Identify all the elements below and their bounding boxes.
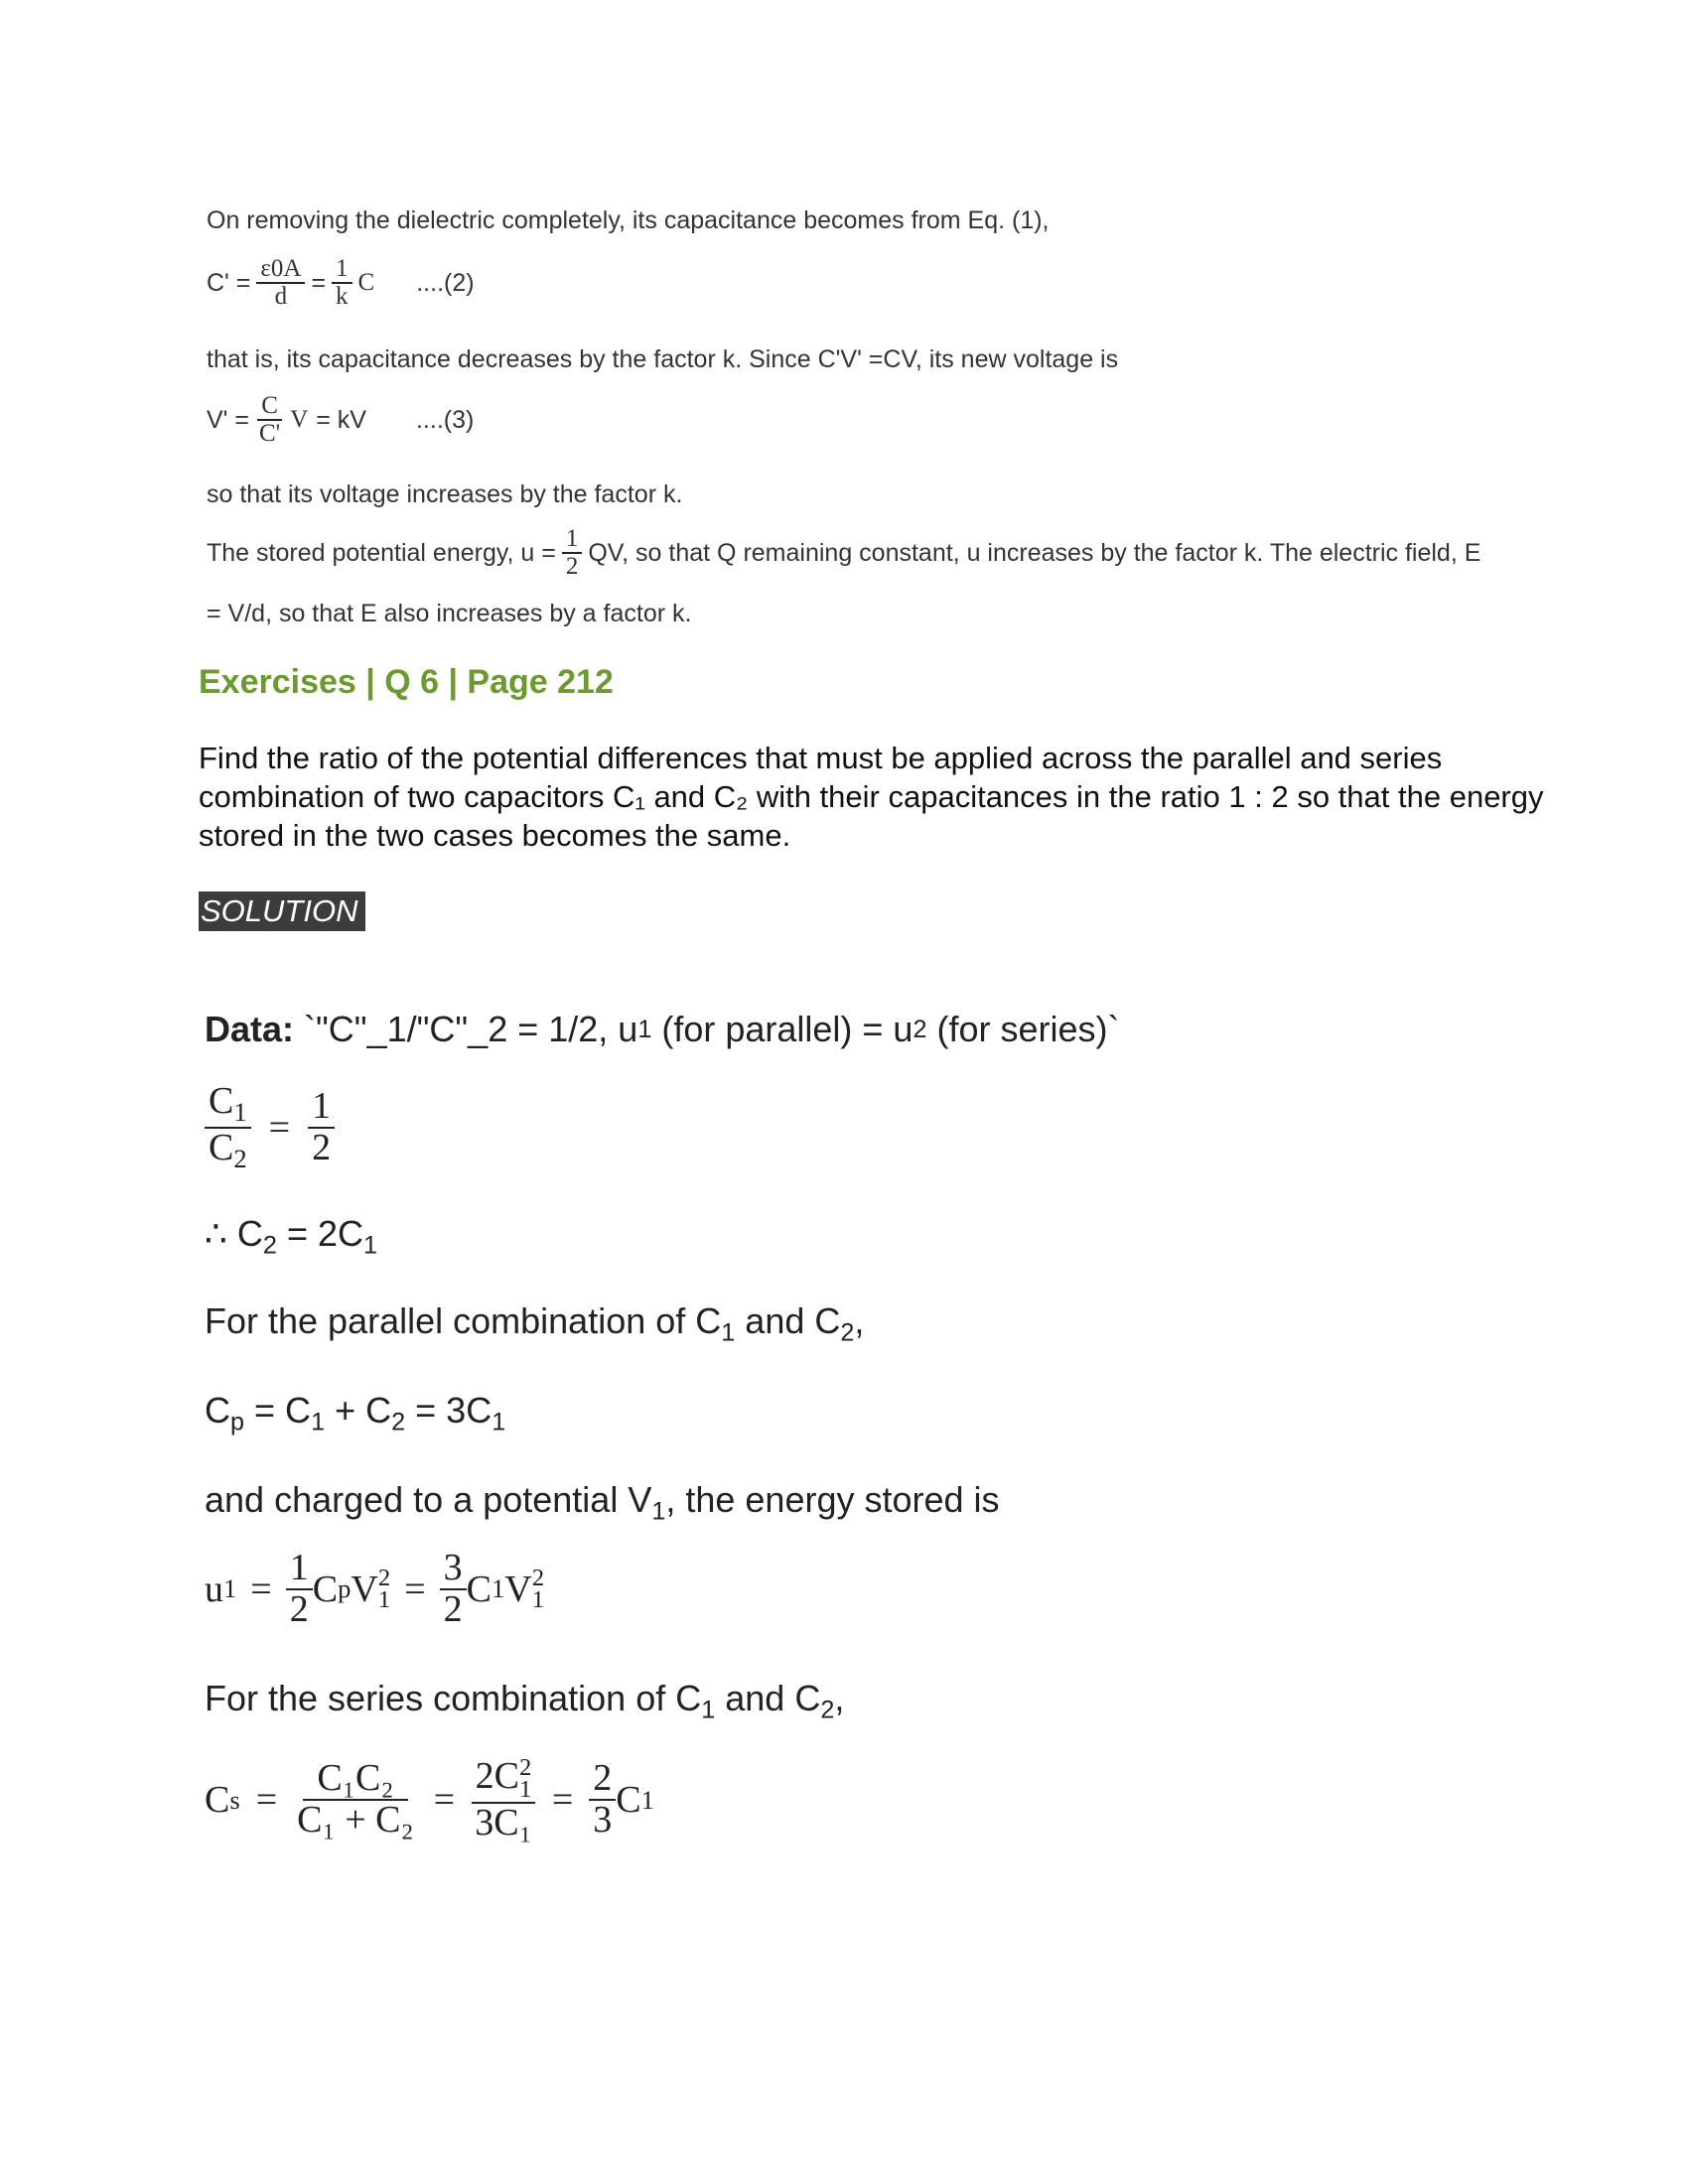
energy-den: 2 <box>565 553 579 581</box>
cs-eq3: = <box>551 1779 574 1822</box>
cs-f3-den: 3 <box>593 1799 613 1842</box>
series-end: , <box>834 1678 845 1718</box>
data-mid: (for parallel) = u <box>661 1009 914 1049</box>
cs-f2-sub: 1 <box>519 1776 532 1804</box>
u1-fraction-1 <box>286 1549 313 1630</box>
charged-line <box>205 1479 1000 1527</box>
u1-eq: = <box>250 1568 272 1610</box>
charged-post: , the energy stored is <box>665 1479 1000 1520</box>
ratio-value-num: 1 <box>308 1087 335 1129</box>
question-text: Find the ratio of the potential differences that must be applied across the parallel and series combination of two capacitors C₁ and C₂ with their capacitances in the ratio 1 : 2 so that the energy stored in the two cases becomes the same. <box>199 741 1544 853</box>
cs-f2-sup: 2 <box>519 1754 532 1782</box>
cs-eq: = <box>255 1779 278 1822</box>
cp-t2: + C <box>335 1390 392 1431</box>
ratio-value <box>308 1087 335 1168</box>
u1-supsub-1 <box>377 1564 391 1613</box>
intro-line-1: On removing the dielectric completely, its capacitance becomes from Eq. (1), <box>207 206 1050 234</box>
data-text: `"C"_1/"C"_2 = 1/2, u <box>304 1009 638 1049</box>
cs-tail-sub: 1 <box>640 1784 654 1815</box>
ratio-fraction <box>205 1082 251 1173</box>
intro-line-2: that is, its capacitance decreases by the factor k. Since C'V' =CV, its new voltage is <box>207 345 1119 373</box>
parallel-intro <box>205 1300 864 1348</box>
cp-pre: C <box>205 1390 230 1431</box>
parallel-sub-2: 2 <box>840 1318 855 1347</box>
data-sub-1: 1 <box>637 1015 652 1043</box>
u1-lhs-sub: 1 <box>223 1573 237 1604</box>
ratio-num-sub: 1 <box>233 1096 247 1127</box>
ratio-den-sub: 2 <box>233 1143 247 1173</box>
cs-tail: C <box>616 1779 641 1822</box>
eq3-v: V <box>290 406 309 434</box>
series-mid: and C <box>725 1678 821 1718</box>
series-pre: For the series combination of C <box>205 1678 702 1718</box>
u1-f1-num: 1 <box>286 1549 313 1590</box>
eq2-f2-den: k <box>336 283 349 311</box>
u1-equation <box>205 1549 544 1630</box>
cp-s3: 1 <box>492 1408 506 1436</box>
eq2-equals: = <box>311 268 327 297</box>
cs-fraction-3 <box>589 1759 616 1841</box>
ratio-equals: = <box>268 1106 291 1149</box>
cs-f3-num: 2 <box>589 1759 616 1801</box>
cp-t1: = C <box>254 1390 312 1431</box>
u1-t1b: V <box>351 1568 378 1610</box>
energy-num: 1 <box>562 526 583 554</box>
eq2-tag: ....(2) <box>416 268 475 297</box>
cs-f2-supsub <box>519 1754 532 1804</box>
eq3-num: C <box>257 393 282 421</box>
equation-2 <box>207 256 475 311</box>
eq3-tail: = kV <box>316 405 366 434</box>
u1-sub-2: 1 <box>531 1585 545 1613</box>
u1-t1-sub: p <box>338 1573 352 1604</box>
eq3-fraction <box>255 393 284 448</box>
solution-label: SOLUTION <box>199 891 365 931</box>
parallel-sub-1: 1 <box>721 1318 736 1347</box>
eq3-tag: ....(3) <box>415 405 475 434</box>
cs-fraction-1 <box>293 1759 418 1841</box>
cs-f2-num: 2C <box>475 1755 520 1797</box>
series-sub-1: 1 <box>701 1696 716 1724</box>
energy-pre: The stored potential energy, u = <box>207 538 556 567</box>
eq3-lhs: V' = <box>207 405 249 434</box>
u1-f1-den: 2 <box>289 1587 309 1630</box>
intro-line-3: so that its voltage increases by the factor k. <box>207 480 683 508</box>
data-label: Data: <box>205 1009 295 1049</box>
energy-fraction <box>562 526 583 581</box>
eq3-den: C' <box>259 420 281 448</box>
data-end: (for series)` <box>936 1009 1120 1049</box>
ratio-value-den: 2 <box>312 1126 332 1168</box>
series-sub-2: 2 <box>820 1696 835 1724</box>
u1-fraction-2 <box>440 1549 467 1630</box>
cs-eq2: = <box>433 1779 456 1822</box>
ratio-den: C <box>209 1126 234 1168</box>
cs-equation <box>205 1754 654 1843</box>
u1-eq2: = <box>404 1568 426 1610</box>
intro-line-5: = V/d, so that E also increases by a factor k. <box>207 600 692 627</box>
therefore-pre: ∴ C <box>205 1213 263 1254</box>
cs-lhs: C <box>205 1779 230 1822</box>
energy-line <box>207 526 1480 581</box>
cp-sub-p: p <box>230 1408 245 1436</box>
u1-sup-2: 2 <box>531 1564 545 1591</box>
eq2-f1-num: ε0A <box>256 256 305 284</box>
u1-t2-sub: 1 <box>491 1573 505 1604</box>
exercise-heading: Exercises | Q 6 | Page 212 <box>199 663 614 701</box>
u1-t2b: V <box>504 1568 532 1610</box>
therefore-mid: = 2C <box>286 1213 363 1254</box>
eq2-f1-den: d <box>274 283 288 311</box>
charged-sub: 1 <box>651 1497 666 1526</box>
u1-f2-den: 2 <box>443 1587 463 1630</box>
cp-s1: 1 <box>311 1408 326 1436</box>
parallel-pre: For the parallel combination of C <box>205 1300 722 1341</box>
cs-fraction-2 <box>471 1754 536 1843</box>
parallel-end: , <box>854 1300 865 1341</box>
ratio-num: C <box>209 1080 234 1122</box>
data-line <box>205 1009 1119 1050</box>
cs-f2-den: 3C₁ <box>475 1801 532 1843</box>
eq2-fraction-2 <box>332 256 352 311</box>
cs-lhs-sub: s <box>229 1784 240 1815</box>
charged-pre: and charged to a potential V <box>205 1479 652 1520</box>
series-intro <box>205 1678 844 1725</box>
u1-supsub-2 <box>531 1564 545 1613</box>
therefore-sub-1: 2 <box>262 1231 277 1260</box>
u1-f2-num: 3 <box>440 1549 467 1590</box>
cs-f1-den: C₁ + C₂ <box>297 1799 414 1842</box>
therefore-line <box>205 1213 377 1261</box>
eq2-fraction-1 <box>256 256 305 311</box>
cp-s2: 2 <box>391 1408 406 1436</box>
cp-t3: = 3C <box>415 1390 492 1431</box>
therefore-sub-2: 1 <box>362 1231 377 1260</box>
eq2-tail: C <box>357 269 375 297</box>
u1-sub-1: 1 <box>377 1585 391 1613</box>
cp-equation <box>205 1390 505 1437</box>
energy-post: QV, so that Q remaining constant, u increases by the factor k. The electric field, E <box>588 538 1481 567</box>
eq2-f2-num: 1 <box>332 256 352 284</box>
parallel-mid: and C <box>745 1300 841 1341</box>
u1-lhs: u <box>205 1568 223 1610</box>
u1-t2: C <box>466 1568 492 1610</box>
equation-3 <box>207 393 474 448</box>
cs-f1-num: C₁C₂ <box>303 1759 407 1801</box>
data-sub-2: 2 <box>913 1015 927 1043</box>
u1-t1: C <box>312 1568 339 1610</box>
ratio-equation <box>205 1082 341 1173</box>
u1-sup-1: 2 <box>377 1564 391 1591</box>
eq2-lhs: C' = <box>207 268 251 297</box>
